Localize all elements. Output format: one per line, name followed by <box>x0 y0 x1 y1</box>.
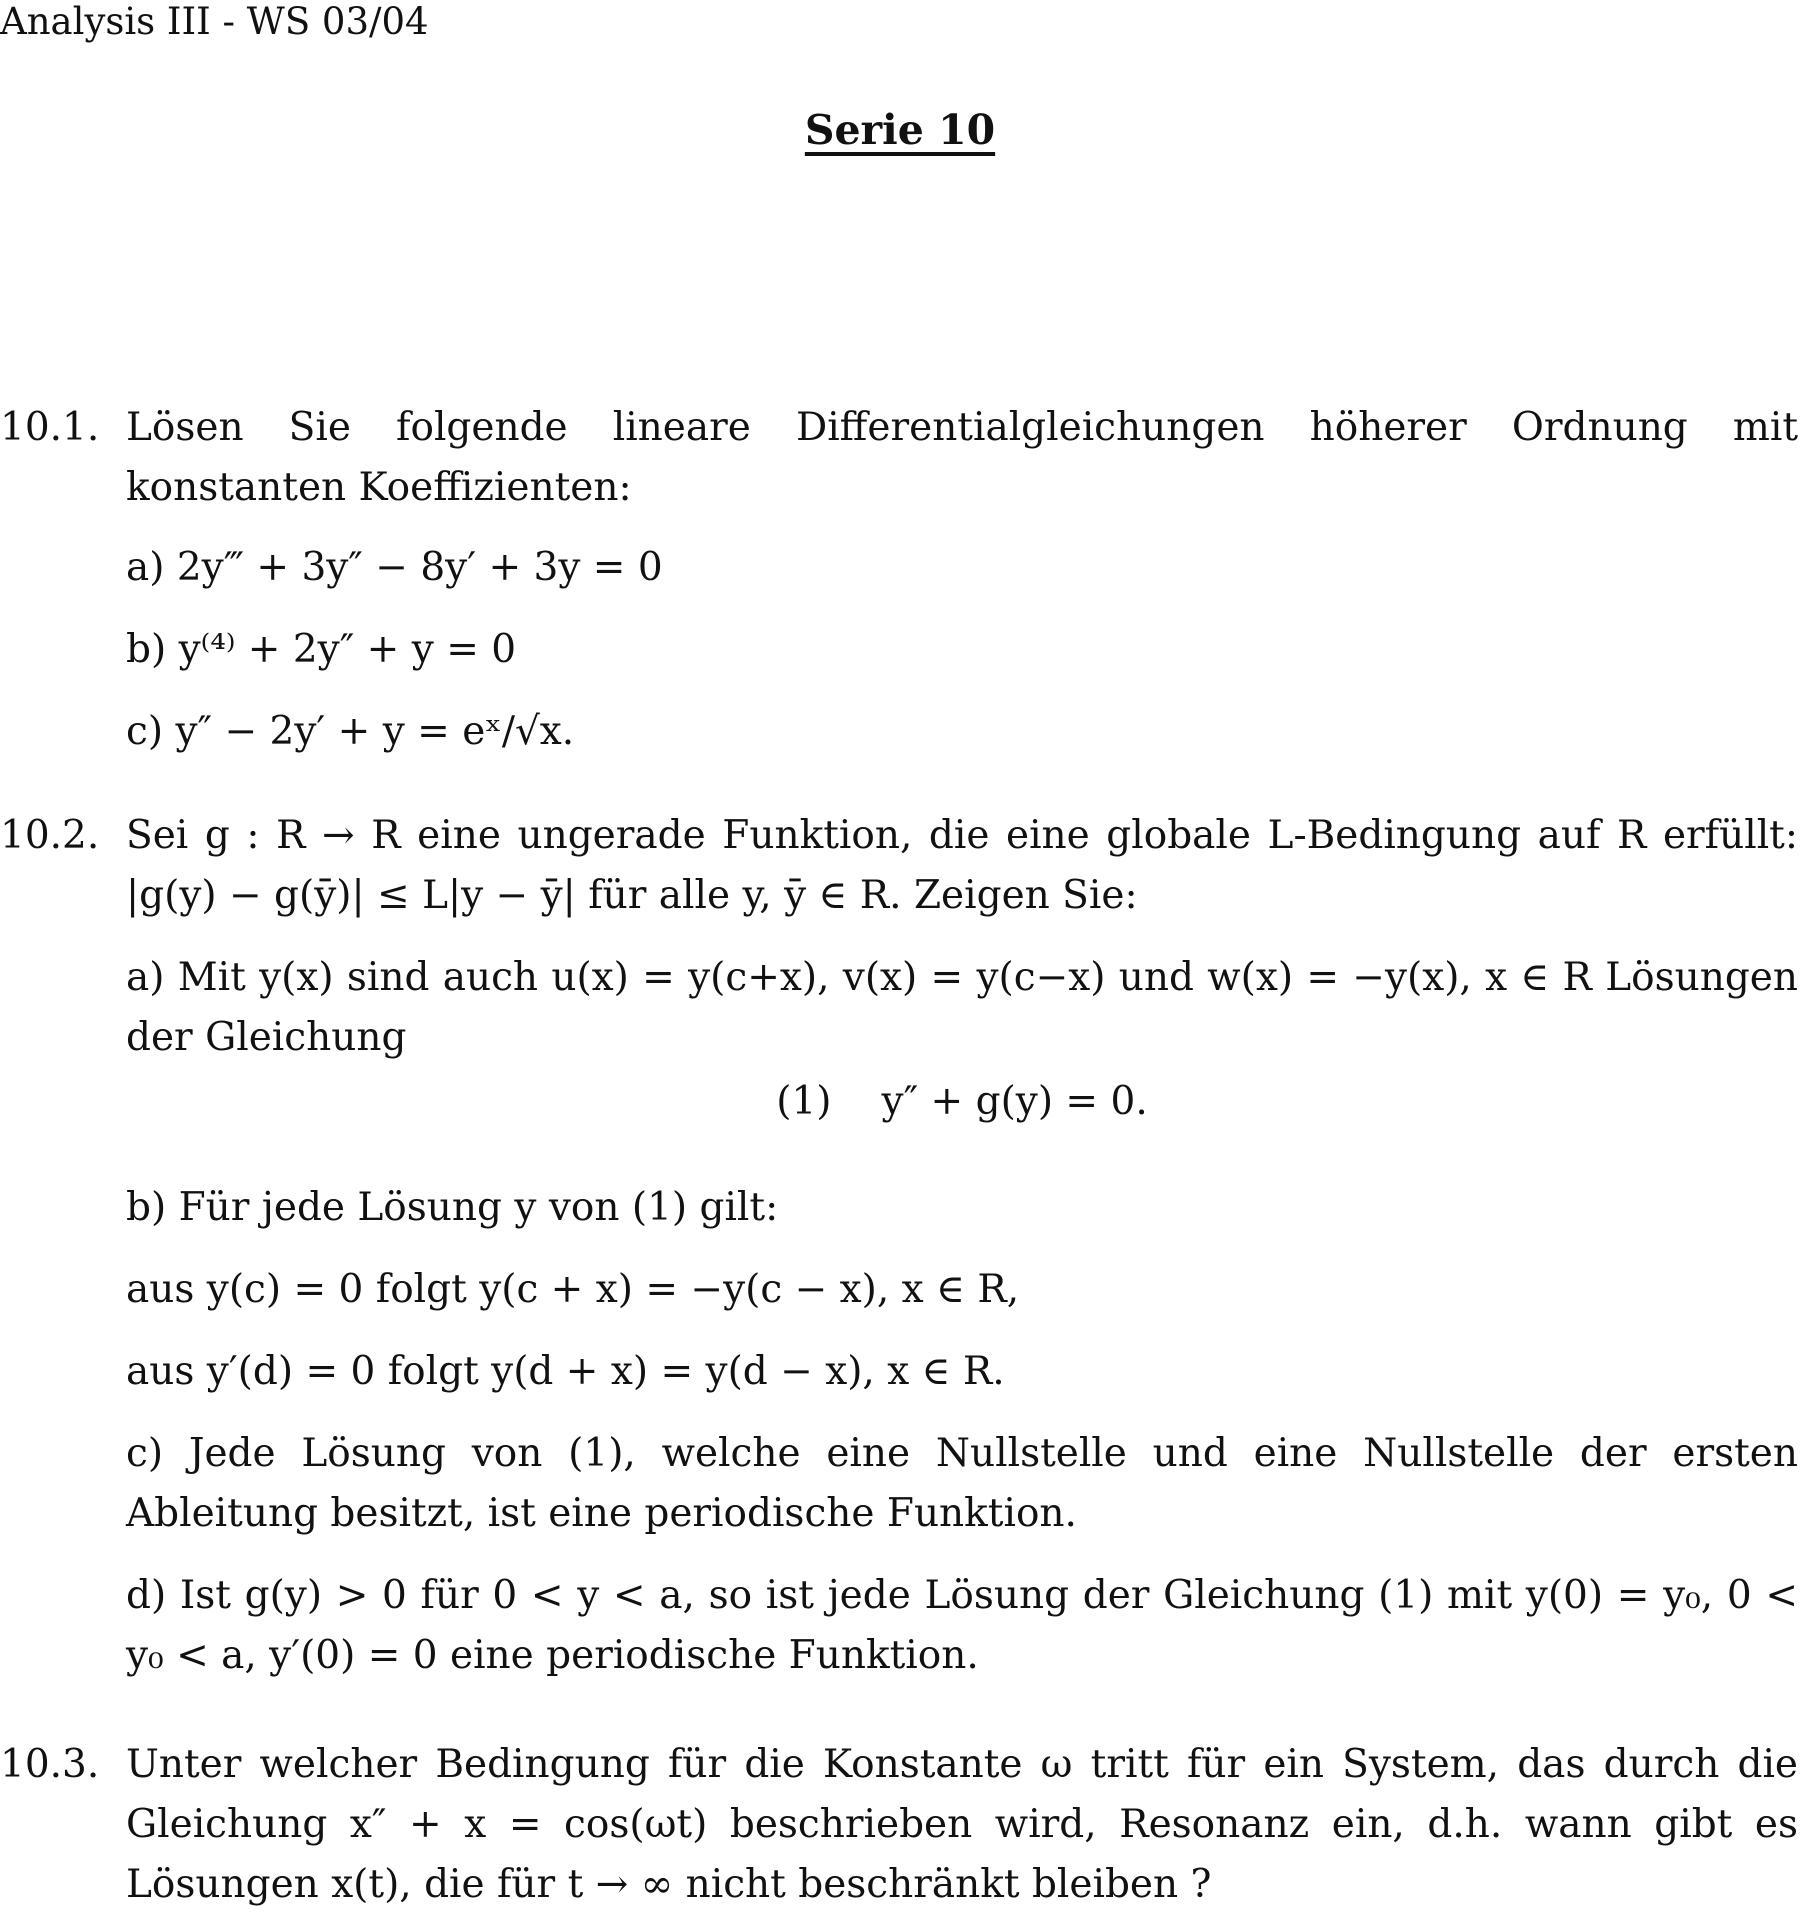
equation-item-b: b) y⁽⁴⁾ + 2y″ + y = 0 <box>126 627 517 672</box>
course-header: Analysis III - WS 03/04 <box>0 0 429 43</box>
equation-text: y″ + g(y) = 0. <box>881 1079 1148 1124</box>
exercise-body <box>126 398 1798 762</box>
exercise-number: 10.3. <box>0 1742 100 1787</box>
subtask-b-line-1: aus y(c) = 0 folgt y(c + x) = −y(c − x), x ∈ R, <box>126 1267 1020 1312</box>
equation-item-a: a) 2y‴ + 3y″ − 8y′ + 3y = 0 <box>126 545 663 590</box>
exercise-intro: Unter welcher Bedingung für die Konstante ω tritt für ein System, das durch die Gleichung x″ + x = cos(ωt) beschrieben wird, Resonanz ein, d.h. wann gibt es Lösungen x(t), die für t → ∞ nicht beschränkt bleiben ? <box>126 1742 1798 1907</box>
equation-item-c: c) y″ − 2y′ + y = eˣ/√x. <box>126 709 575 754</box>
exercise-body <box>126 806 1798 1686</box>
equation-1 <box>126 1072 1798 1132</box>
equation-label: (1) <box>776 1079 832 1124</box>
subtask-b-line-2: aus y′(d) = 0 folgt y(d + x) = y(d − x), x ∈ R. <box>126 1349 1005 1394</box>
subtask-b: b) Für jede Lösung y von (1) gilt: <box>126 1185 779 1230</box>
exercise-intro: Sei g : R → R eine ungerade Funktion, die eine globale L-Bedingung auf R erfüllt: |g(y) − g(ȳ)| ≤ L|y − ȳ| für alle y, ȳ ∈ R. Zeigen Sie: <box>126 813 1798 918</box>
subtask-d: d) Ist g(y) > 0 für 0 < y < a, so ist jede Lösung der Gleichung (1) mit y(0) = y₀, 0 < y₀ < a, y′(0) = 0 eine periodische Funktion. <box>126 1573 1798 1678</box>
page-title: Serie 10 <box>804 106 996 154</box>
subtask-c: c) Jede Lösung von (1), welche eine Nullstelle und eine Nullstelle der ersten Ableitung besitzt, ist eine periodische Funktion. <box>126 1431 1798 1536</box>
exercise-body <box>126 1735 1798 1915</box>
subtask-a: a) Mit y(x) sind auch u(x) = y(c+x), v(x) = y(c−x) und w(x) = −y(x), x ∈ R Lösungen der Gleichung <box>126 955 1798 1060</box>
exercise-number: 10.2. <box>0 813 100 858</box>
exercise-number: 10.1. <box>0 405 100 450</box>
exercise-intro: Lösen Sie folgende lineare Differentialgleichungen höherer Ordnung mit konstanten Koeffizienten: <box>126 405 1798 510</box>
